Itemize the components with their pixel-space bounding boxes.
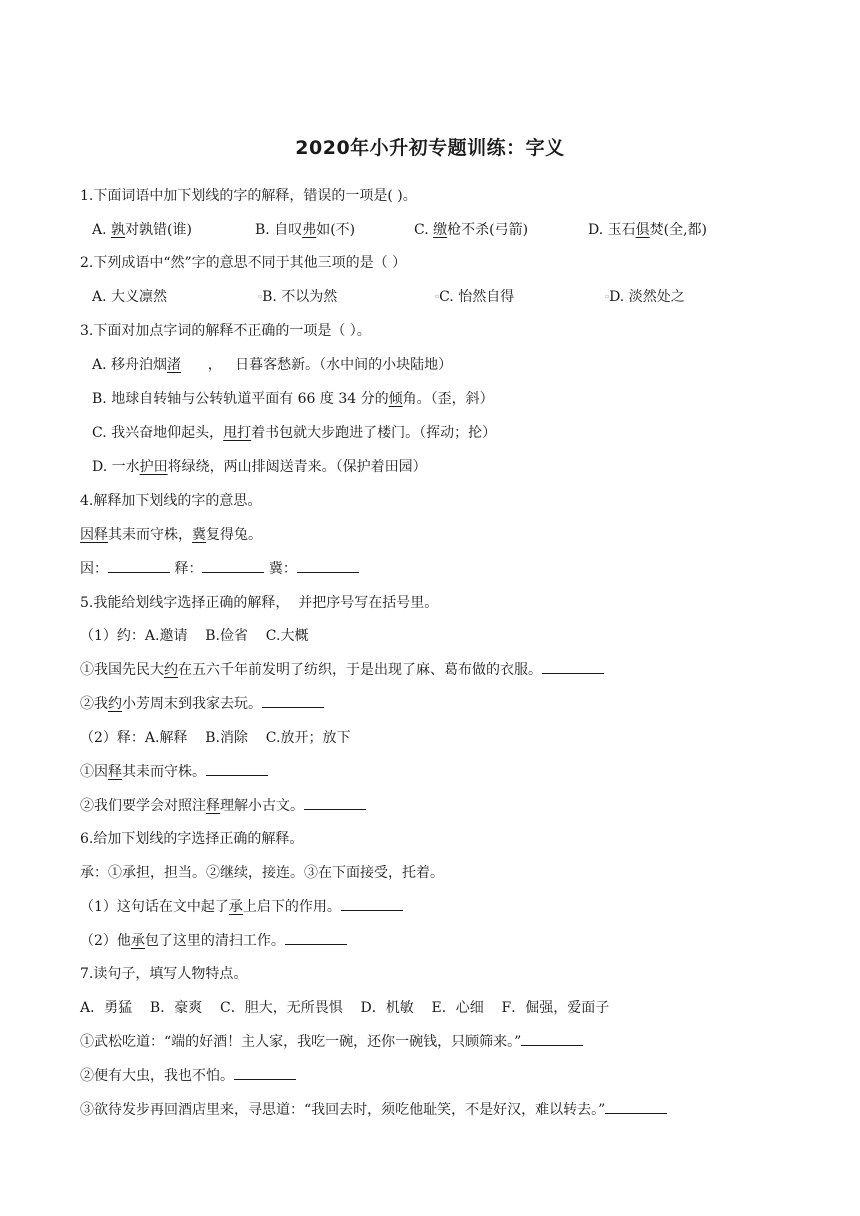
- answer-blank[interactable]: [206, 762, 268, 776]
- answer-blank[interactable]: [234, 1066, 296, 1080]
- q2-stem: 2.下列成语中“然”字的意思不同于其他三项的是（ ）: [80, 255, 407, 271]
- answer-blank[interactable]: [542, 660, 604, 674]
- q3-option-a[interactable]: A. 移舟泊烟渚 ， 日暮客愁新。（水中间的小块陆地）: [92, 357, 453, 373]
- answer-blank[interactable]: [202, 559, 264, 573]
- q5-item: ①我国先民大约在五六千年前发明了纺织，于是出现了麻、葛布做的衣服。: [80, 660, 604, 680]
- q7-item: ②便有大虫，我也不怕。: [80, 1066, 296, 1086]
- answer-blank[interactable]: [285, 931, 347, 945]
- q6-item: （1）这句话在文中起了承上启下的作用。: [80, 897, 403, 917]
- q1-option-a[interactable]: A. 孰对孰错(谁): [92, 222, 192, 238]
- answer-blank[interactable]: [297, 559, 359, 573]
- q2-option-d[interactable]: ▫D. 淡然处之: [605, 289, 685, 305]
- q3-option-b[interactable]: B. 地球自转轴与公转轨道平面有 66 度 34 分的倾角。（歪，斜）: [92, 391, 494, 407]
- q5-group1: （1）约：A.邀请 B.俭省 C.大概: [80, 628, 309, 644]
- q5-stem: 5.我能给划线字选择正确的解释， 并把序号写在括号里。: [80, 595, 439, 611]
- q5-item: ①因释其耒而守株。: [80, 762, 268, 782]
- q6-item: （2）他承包了这里的清扫工作。: [80, 931, 347, 951]
- q6-stem: 6.给加下划线的字选择正确的解释。: [80, 831, 304, 847]
- q7-options: A．勇猛 B．豪爽 C．胆大，无所畏惧 D．机敏 E．心细 F．倔强，爱面子: [80, 1000, 610, 1016]
- q1-stem: 1.下面词语中加下划线的字的解释，错误的一项是( )。: [80, 188, 417, 204]
- q2-option-a[interactable]: A. 大义凛然: [92, 289, 168, 305]
- q3-stem: 3.下面对加点字词的解释不正确的一项是（ ）。: [80, 323, 371, 339]
- q3-option-d[interactable]: D. 一水护田将绿绕，两山排闼送青来。（保护着田园）: [92, 459, 427, 475]
- q1-option-d[interactable]: D. 玉石俱焚(全,都): [588, 222, 708, 238]
- q1-option-c[interactable]: C. 缴枪不杀(弓箭): [414, 222, 529, 238]
- q6-definitions: 承：①承担，担当。②继续，接连。③在下面接受，托着。: [80, 865, 444, 881]
- q2-option-b[interactable]: ▫B. 不以为然: [258, 289, 338, 305]
- q3-option-c[interactable]: C. 我兴奋地仰起头，甩打着书包就大步跑进了楼门。（挥动；抡）: [92, 425, 497, 441]
- q5-item: ②我约小芳周末到我家去玩。: [80, 694, 324, 714]
- answer-blank[interactable]: [605, 1100, 667, 1114]
- answer-blank[interactable]: [108, 559, 170, 573]
- q2-option-c[interactable]: ▫C. 怡然自得: [435, 289, 515, 305]
- page-title: 2020年小升初专题训练：字义: [295, 137, 565, 159]
- q7-item: ①武松吃道：“端的好酒！主人家，我吃一碗，还你一碗钱，只顾筛来。”: [80, 1032, 583, 1052]
- q7-item: ③欲待发步再回酒店里来，寻思道：“我回去时，须吃他耻笑，不是好汉，难以转去。”: [80, 1100, 667, 1120]
- q5-item: ②我们要学会对照注释理解小古文。: [80, 796, 366, 816]
- q4-sentence: 因释其耒而守株，冀复得兔。: [80, 527, 262, 543]
- option-marker-icon: ▫: [605, 293, 610, 300]
- q7-stem: 7.读句子，填写人物特点。: [80, 966, 248, 982]
- q1-option-b[interactable]: B. 自叹弗如(不): [255, 222, 356, 238]
- q4-stem: 4.解释加下划线的字的意思。: [80, 493, 262, 509]
- option-marker-icon: ▫: [258, 293, 263, 300]
- answer-blank[interactable]: [304, 796, 366, 810]
- answer-blank[interactable]: [341, 897, 403, 911]
- answer-blank[interactable]: [262, 694, 324, 708]
- answer-blank[interactable]: [521, 1032, 583, 1046]
- q5-group2: （2）释：A.解释 B.消除 C.放开；放下: [80, 730, 351, 746]
- q4-answer-row: 因： 释： 冀：: [80, 559, 359, 579]
- option-marker-icon: ▫: [435, 293, 440, 300]
